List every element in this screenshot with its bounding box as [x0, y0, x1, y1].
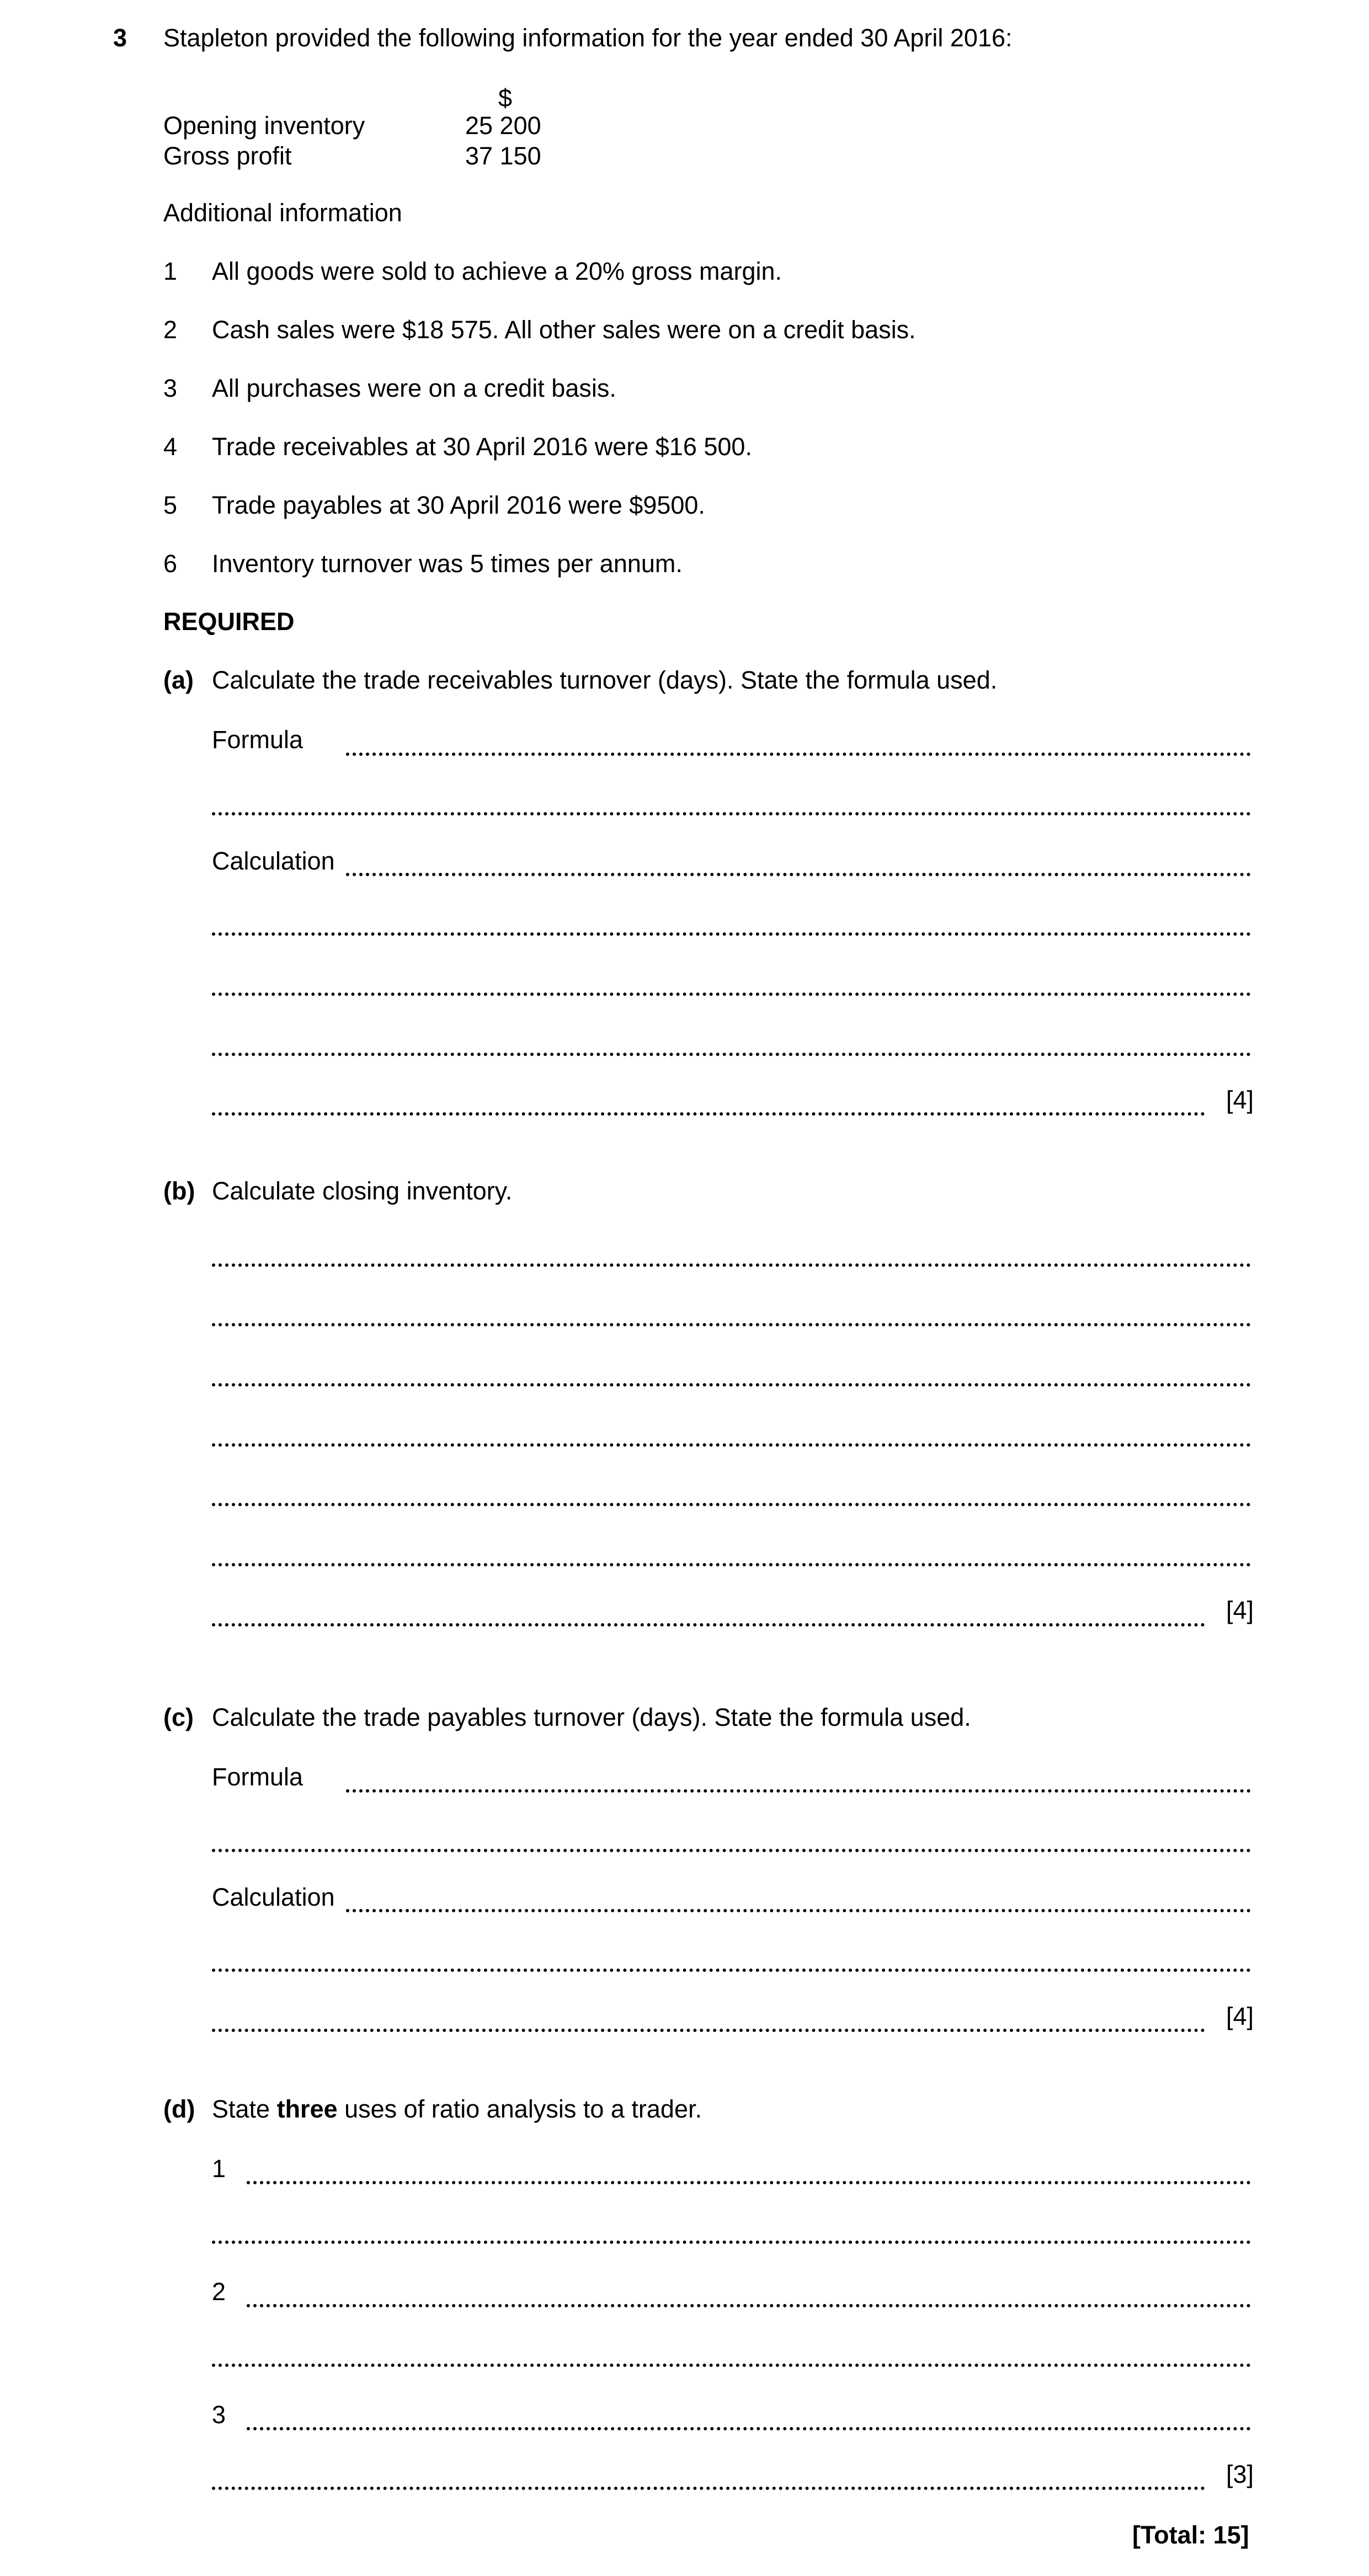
- part-a-label: (a): [163, 666, 194, 694]
- answer-line[interactable]: [212, 1503, 1251, 1506]
- answer-line[interactable]: [212, 1443, 1251, 1447]
- part-d-marks: [3]: [1226, 2460, 1254, 2488]
- info-item-text: Cash sales were $18 575. All other sales were on a credit basis.: [212, 316, 916, 344]
- question-number: 3: [113, 24, 127, 52]
- answer-line[interactable]: [212, 2487, 1205, 2490]
- answer-line[interactable]: [247, 2427, 1251, 2430]
- answer-line[interactable]: [212, 2241, 1251, 2244]
- part-d-question-start: State: [212, 2095, 277, 2123]
- part-d-question-end: uses of ratio analysis to a trader.: [337, 2095, 702, 2123]
- part-d-label: (d): [163, 2095, 195, 2123]
- additional-info-heading: Additional information: [163, 199, 402, 227]
- figure-value-gross-profit: 37 150: [465, 142, 541, 170]
- answer-line[interactable]: [212, 1323, 1251, 1326]
- answer-line[interactable]: [212, 1849, 1251, 1852]
- answer-line[interactable]: [247, 2181, 1251, 2184]
- part-b-marks: [4]: [1226, 1596, 1254, 1624]
- part-a-calculation-label: Calculation: [212, 847, 335, 875]
- figure-label-gross-profit: Gross profit: [163, 142, 292, 170]
- answer-line[interactable]: [212, 1053, 1251, 1056]
- part-a-question: Calculate the trade receivables turnover (days). State the formula used.: [212, 666, 998, 694]
- info-item-text: Trade payables at 30 April 2016 were $9500.: [212, 491, 705, 519]
- part-a-marks: [4]: [1226, 1086, 1254, 1114]
- answer-number: 1: [212, 2154, 226, 2183]
- info-item-number: 6: [163, 550, 178, 578]
- answer-line[interactable]: [212, 1623, 1205, 1626]
- answer-number: 2: [212, 2278, 226, 2306]
- figure-value-opening-inventory: 25 200: [465, 111, 541, 140]
- answer-line[interactable]: [212, 2364, 1251, 2367]
- figure-label-opening-inventory: Opening inventory: [163, 111, 365, 140]
- info-item-text: All goods were sold to achieve a 20% gross margin.: [212, 257, 782, 285]
- answer-line[interactable]: [212, 993, 1251, 996]
- part-c-calculation-label: Calculation: [212, 1883, 335, 1911]
- info-item-number: 2: [163, 316, 178, 344]
- total-marks: [Total: 15]: [1132, 2521, 1249, 2549]
- required-heading: REQUIRED: [163, 607, 295, 636]
- answer-line[interactable]: [346, 753, 1251, 756]
- part-c-question: Calculate the trade payables turnover (days). State the formula used.: [212, 1703, 971, 1731]
- info-item-number: 3: [163, 374, 178, 402]
- info-item-number: 1: [163, 257, 178, 285]
- question-intro: Stapleton provided the following information for the year ended 30 April 2016:: [163, 24, 1013, 52]
- info-item-number: 5: [163, 491, 178, 519]
- part-c-label: (c): [163, 1703, 194, 1731]
- info-item-text: All purchases were on a credit basis.: [212, 374, 616, 402]
- answer-line[interactable]: [212, 1383, 1251, 1386]
- answer-line[interactable]: [346, 873, 1251, 876]
- answer-line[interactable]: [346, 1909, 1251, 1912]
- part-d-question: [212, 2097, 702, 2121]
- answer-line[interactable]: [212, 932, 1251, 936]
- answer-line[interactable]: [212, 2029, 1205, 2032]
- info-item-text: Inventory turnover was 5 times per annum.: [212, 550, 683, 578]
- answer-line[interactable]: [212, 1263, 1251, 1267]
- info-item-number: 4: [163, 433, 178, 461]
- answer-line[interactable]: [212, 812, 1251, 815]
- part-b-question: Calculate closing inventory.: [212, 1177, 513, 1205]
- info-item-text: Trade receivables at 30 April 2016 were $16 500.: [212, 433, 752, 461]
- part-c-marks: [4]: [1226, 2002, 1254, 2030]
- answer-line[interactable]: [247, 2304, 1251, 2307]
- part-a-formula-label: Formula: [212, 726, 303, 754]
- answer-line[interactable]: [212, 1112, 1205, 1116]
- part-c-formula-label: Formula: [212, 1763, 303, 1791]
- currency-header: $: [498, 84, 513, 112]
- answer-line[interactable]: [212, 1969, 1251, 1972]
- answer-line[interactable]: [346, 1789, 1251, 1793]
- part-d-question-emphasis: three: [276, 2095, 338, 2123]
- part-b-label: (b): [163, 1177, 195, 1205]
- answer-line[interactable]: [212, 1563, 1251, 1566]
- answer-number: 3: [212, 2401, 226, 2429]
